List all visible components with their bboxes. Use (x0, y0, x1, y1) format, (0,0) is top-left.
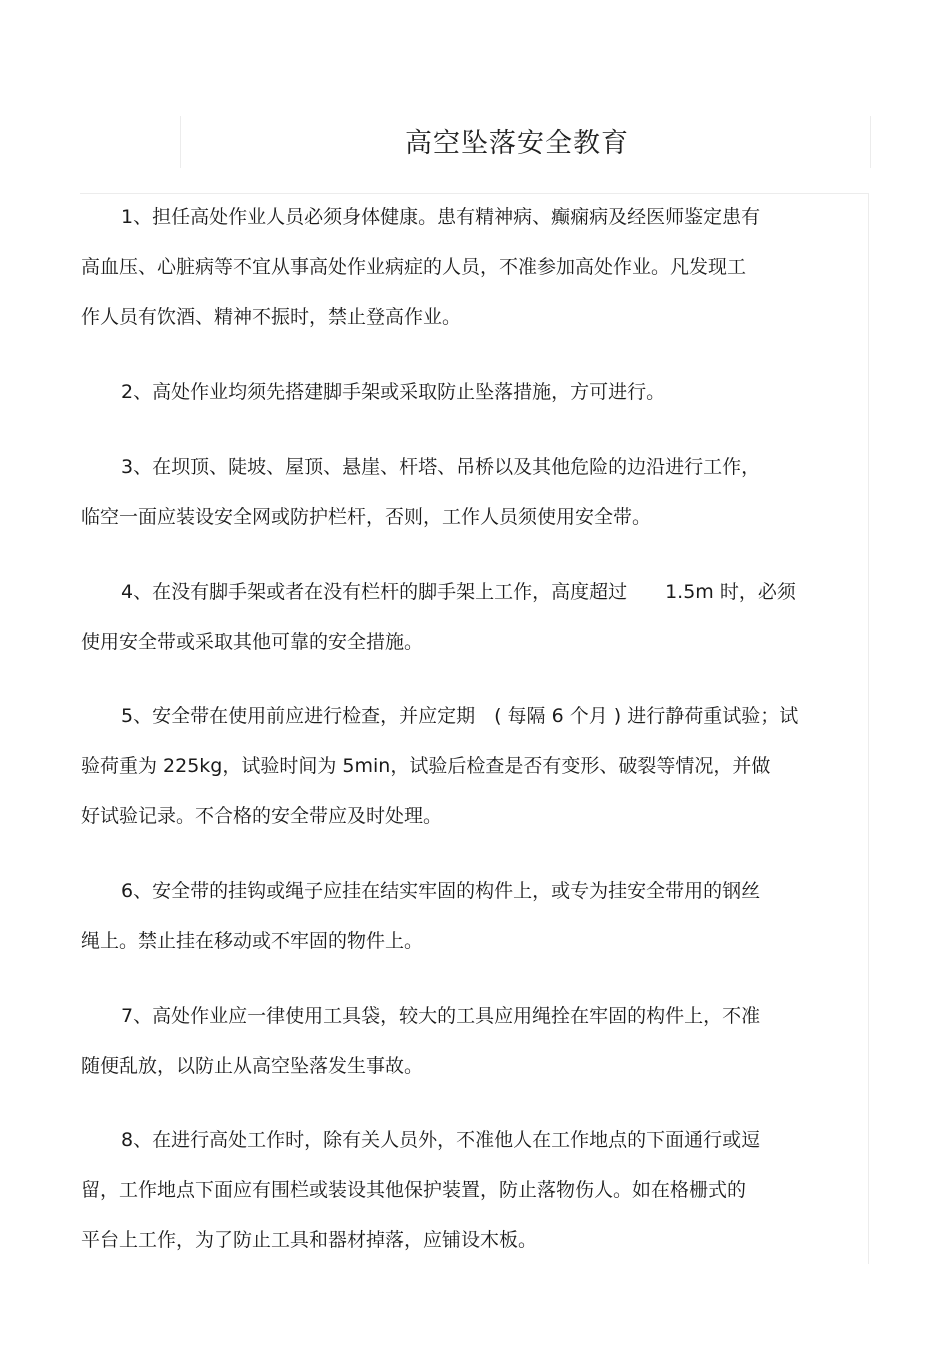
paragraph-line: 1、担任高处作业人员必须身体健康。患有精神病、癫痫病及经医师鉴定患有 (121, 206, 761, 228)
paragraph-line: 作人员有饮酒、精神不振时，禁止登高作业。 (81, 306, 462, 328)
paragraph-line: 使用安全带或采取其他可靠的安全措施。 (81, 631, 424, 653)
paragraph-line: 高血压、心脏病等不宜从事高处作业病症的人员，不准参加高处作业。凡发现工 (81, 256, 747, 278)
paragraph-line: 7、高处作业应一律使用工具袋，较大的工具应用绳拴在牢固的构件上，不准 (121, 1005, 761, 1027)
paragraph-6 (81, 866, 871, 966)
paragraph-line: 好试验记录。不合格的安全带应及时处理。 (81, 805, 443, 827)
paragraph-2 (81, 367, 871, 417)
paragraph-line: 临空一面应装设安全网或防护栏杆，否则，工作人员须使用安全带。 (81, 506, 652, 528)
paragraph-line: 绳上。禁止挂在移动或不牢固的物件上。 (81, 930, 424, 952)
paragraph-line: 随便乱放，以防止从高空坠落发生事故。 (81, 1055, 424, 1077)
paragraph-line: 8、在进行高处工作时，除有关人员外，不准他人在工作地点的下面通行或逗 (121, 1129, 761, 1151)
paragraph-4 (81, 567, 871, 667)
paragraph-line: 3、在坝顶、陡坡、屋顶、悬崖、杆塔、吊桥以及其他危险的边沿进行工作， (121, 456, 761, 478)
paragraph-line: 4、在没有脚手架或者在没有栏杆的脚手架上工作，高度超过 1.5m 时，必须 (121, 581, 796, 603)
paragraph-line: 平台上工作，为了防止工具和器材掉落，应铺设木板。 (81, 1229, 538, 1251)
paragraph-8 (81, 1115, 871, 1265)
paragraph-line: 5、安全带在使用前应进行检查，并应定期 ( 每隔 6 个月 ) 进行静荷重试验；试 (121, 705, 799, 727)
paragraph-line: 6、安全带的挂钩或绳子应挂在结实牢固的构件上，或专为挂安全带用的钢丝 (121, 880, 761, 902)
paragraph-3 (81, 442, 871, 542)
paragraph-line: 留，工作地点下面应有围栏或装设其他保护装置，防止落物伤人。如在格栅式的 (81, 1179, 747, 1201)
document-title: 高空坠落安全教育 (405, 128, 629, 159)
paragraph-line: 验荷重为 225kg，试验时间为 5min，试验后检查是否有变形、破裂等情况，并做 (81, 755, 771, 777)
paragraph-1 (81, 192, 871, 342)
paragraph-5 (81, 691, 871, 841)
paragraph-7 (81, 991, 871, 1091)
paragraph-line: 2、高处作业均须先搭建脚手架或采取防止坠落措施，方可进行。 (121, 381, 666, 403)
